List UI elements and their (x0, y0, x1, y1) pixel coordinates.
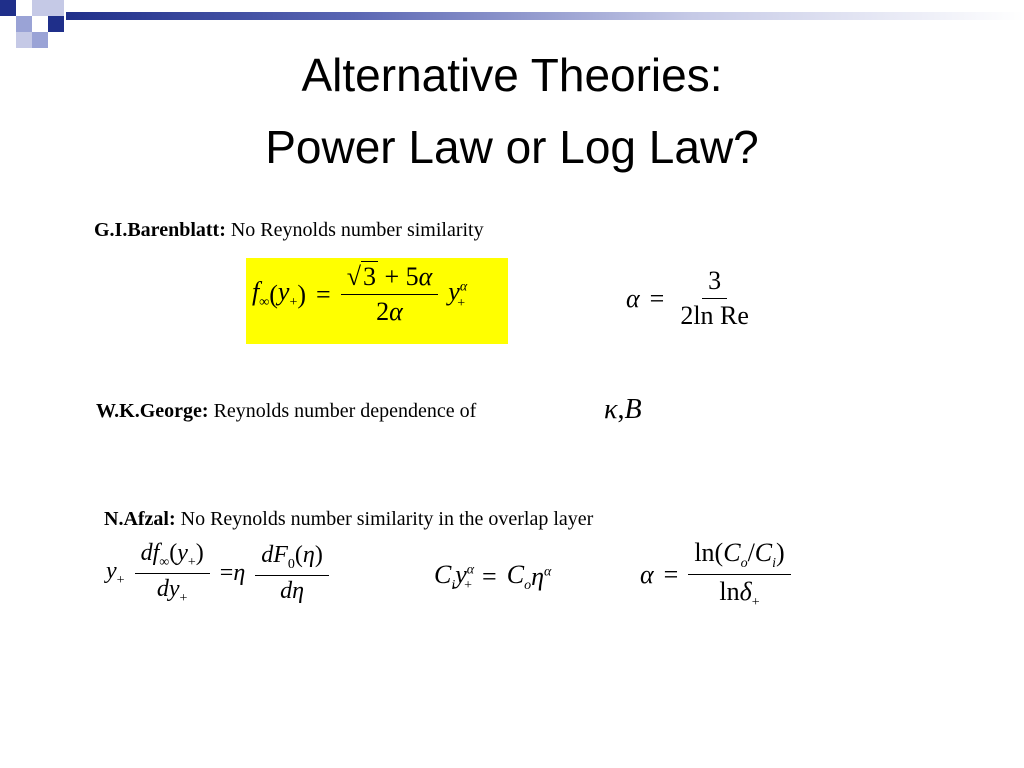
afzal-alpha-equation: α = $\frac{\ln(C_o/C_i)}{\ln\delta_+}$ (640, 538, 791, 611)
deco-square (32, 0, 48, 16)
barenblatt-statement (94, 219, 484, 242)
deco-square (32, 32, 48, 48)
slide-title-line-2: Power Law or Log Law? (265, 121, 759, 173)
kappa-b-symbols: κ,B (604, 394, 642, 425)
deco-square (16, 16, 32, 32)
author-name: N.Afzal: (104, 508, 176, 530)
slide-title-line-1: Alternative Theories: (301, 49, 723, 101)
header-gradient-bar (66, 12, 1024, 20)
statement-text: No Reynolds number similarity (230, 219, 484, 241)
deco-square (0, 0, 16, 16)
deco-square (48, 0, 64, 16)
deco-square (16, 32, 32, 48)
afzal-power-relation: $C_i$ $y^\alpha_+$ = $C_o$ $\eta^\alpha$ (434, 560, 552, 594)
afzal-derivative-equation: $y_+$ $\frac{df_\infty(y_+)}{dy_+}$ = η $\frac{dF_0(\eta)}{d\eta}$ (106, 540, 329, 607)
alpha-reynolds-equation: α = $\frac{3}{\text{2ln Re}}$ (626, 266, 749, 330)
statement-text: Reynolds number dependence of (213, 400, 477, 422)
statement-text: No Reynolds number similarity in the overlap layer (180, 508, 594, 530)
george-statement (96, 400, 476, 423)
author-name: W.K.George: (96, 400, 209, 422)
author-name: G.I.Barenblatt: (94, 219, 226, 241)
barenblatt-power-law-equation: $f_\infty$ ( $y_+$ ) = $\frac{√3 + 5\alpha}{2\alpha}$ $y^\alpha_+$ (252, 262, 468, 326)
afzal-statement (104, 508, 593, 531)
deco-square (48, 16, 64, 32)
